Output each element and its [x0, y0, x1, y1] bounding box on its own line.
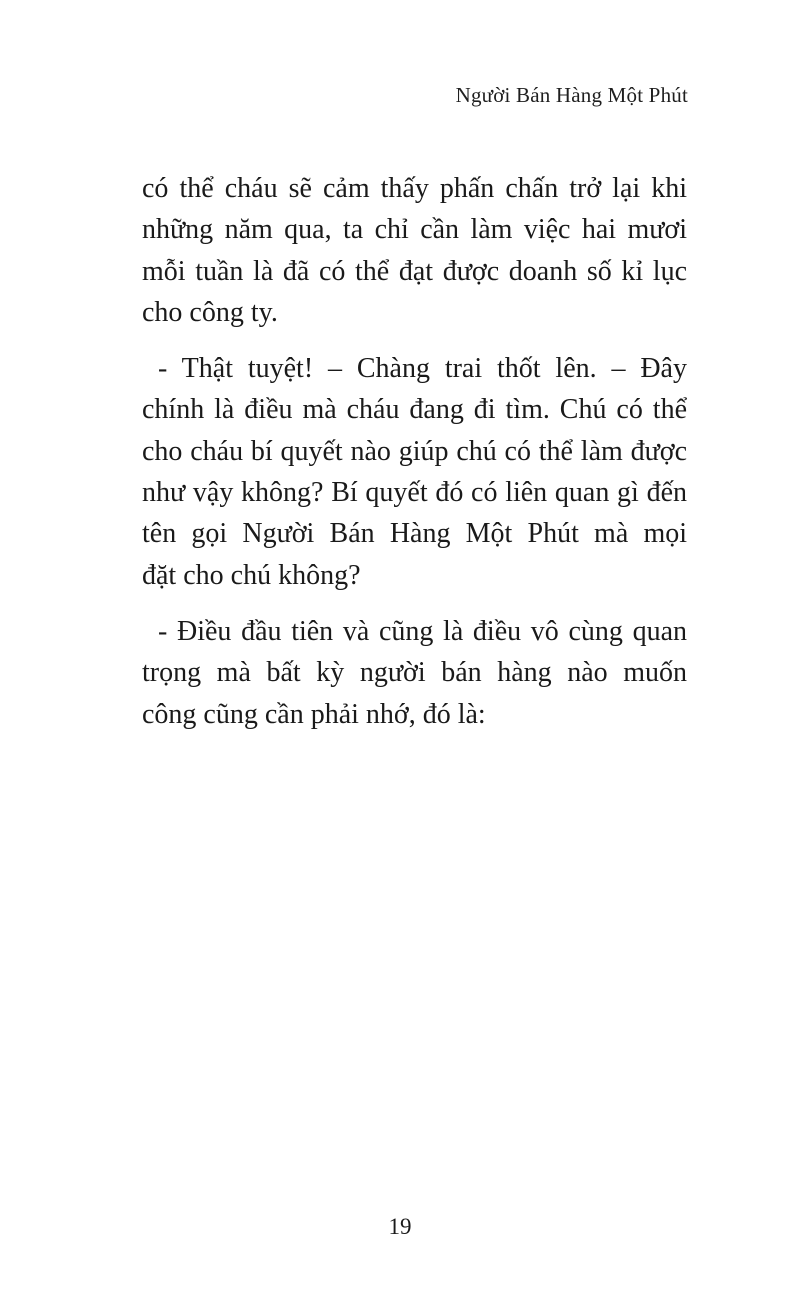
- text-line: tên gọi Người Bán Hàng Một Phút mà mọi: [142, 518, 687, 550]
- paragraph-spacer: [142, 596, 687, 611]
- text-line: những năm qua, ta chỉ cần làm việc hai mươi: [142, 214, 687, 246]
- text-line: cho công ty.: [142, 296, 278, 328]
- paragraph: [142, 611, 687, 735]
- text-line: mỗi tuần là đã có thể đạt được doanh số kỉ lục: [142, 255, 687, 287]
- text-line: chính là điều mà cháu đang đi tìm. Chú có thể: [142, 394, 687, 426]
- text-line: - Điều đầu tiên và cũng là điều vô cùng quan: [158, 615, 687, 647]
- text-line: cho cháu bí quyết nào giúp chú có thể làm được: [142, 435, 687, 467]
- text-line: - Thật tuyệt! – Chàng trai thốt lên. – Đây: [158, 353, 687, 385]
- text-line: công cũng cần phải nhớ, đó là:: [142, 698, 486, 730]
- body-text: [142, 168, 687, 735]
- paragraph: [142, 168, 687, 333]
- page-number: 19: [388, 1214, 412, 1239]
- paragraph-spacer: [142, 333, 687, 348]
- text-line: như vậy không? Bí quyết đó có liên quan gì đến: [142, 477, 687, 509]
- text-line: trọng mà bất kỳ người bán hàng nào muốn: [142, 657, 687, 689]
- running-header: Người Bán Hàng Một Phút: [455, 83, 688, 107]
- paragraph: [142, 348, 687, 596]
- text-line: có thể cháu sẽ cảm thấy phấn chấn trở lại khi: [142, 173, 687, 204]
- text-line: đặt cho chú không?: [142, 559, 361, 591]
